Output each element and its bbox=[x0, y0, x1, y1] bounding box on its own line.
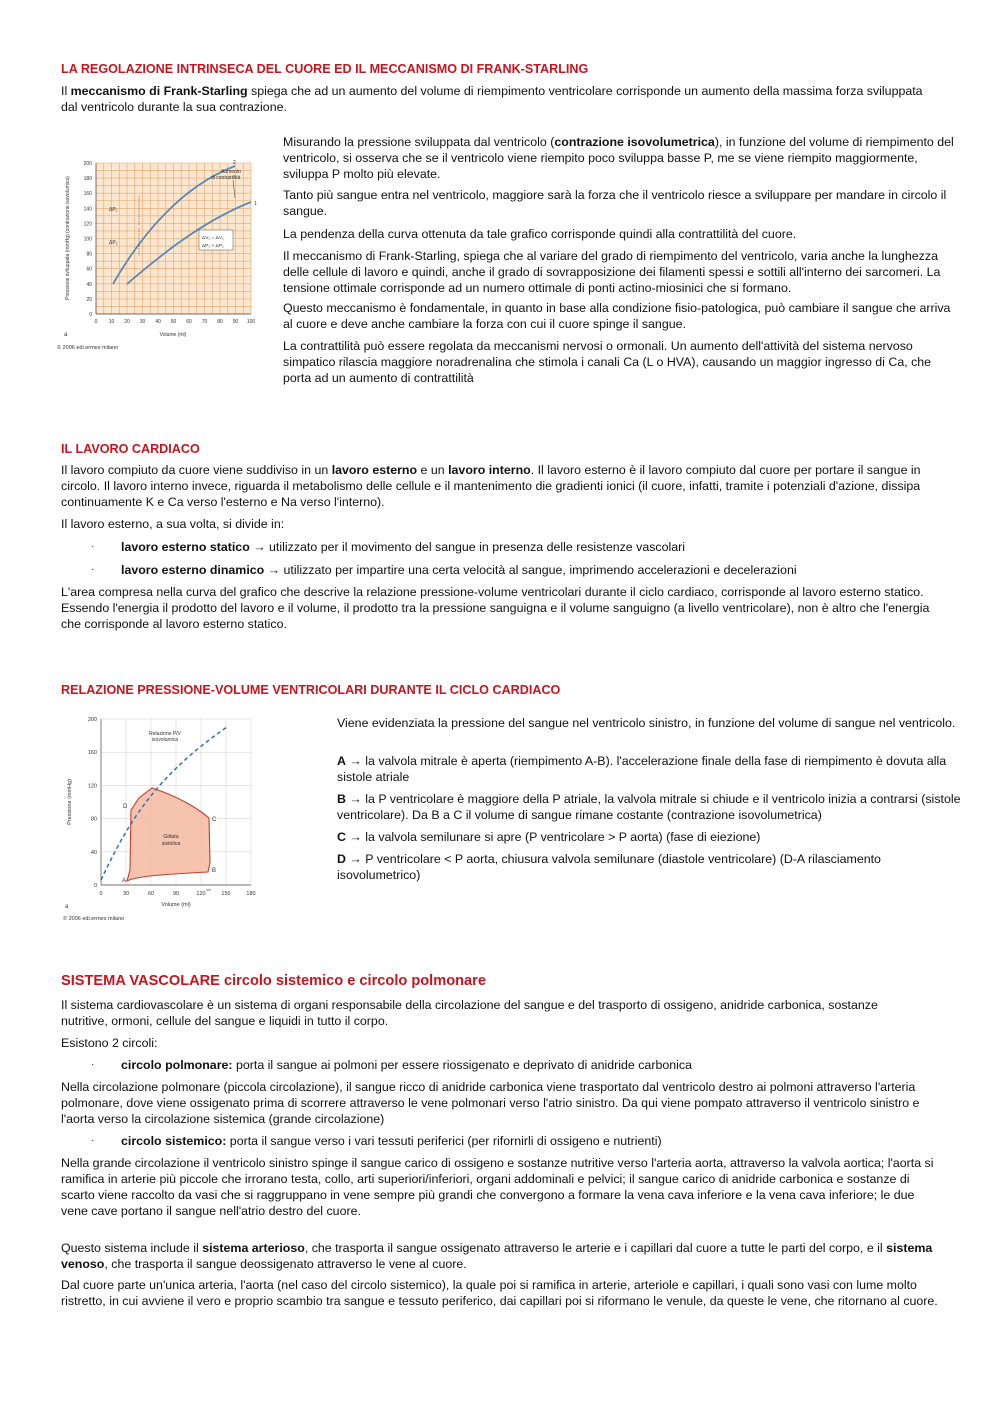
small-label: sie bbox=[206, 887, 212, 892]
y-tick-label: 80 bbox=[90, 816, 97, 823]
s4-paragraph-2: Esistono 2 circoli: bbox=[61, 1036, 158, 1050]
panel-label: a bbox=[64, 332, 68, 338]
s1-paragraph-2: Tanto più sangue entra nel ventricolo, maggiore sarà la forza che il ventricolo riesce a sviluppare per mandare in circolo il sangue. bbox=[283, 188, 947, 218]
curve-label-2: isovolumica bbox=[151, 737, 179, 743]
x-tick-label: 20 bbox=[124, 319, 130, 325]
y-tick-label: 60 bbox=[86, 266, 92, 273]
s4-paragraph-3: Nella circolazione polmonare (piccola circolazione), il sangue ricco di anidride carbonica viene trasportato dal ventricolo destro ai polmoni attraverso l'arteria polmonare, dove viene ossigenato prima di scorrere attraverso le vene polmonari verso l'atrio sinistro. Da qui viene pompato attraverso il ventricolo sinistro e l'aorta verso la circolazione sistemica (grande circolazione) bbox=[61, 1080, 920, 1126]
y-tick-label: 80 bbox=[86, 251, 92, 258]
s3-point-b: B → la P ventricolare è maggiore della P atriale, la valvola mitrale si chiude e il ventricolo inizia a contrarsi (sistole ventricolare). Da B a C il volume di sangue rimane costante (contrazione isovolumetrica) bbox=[337, 792, 961, 822]
y-axis-label: Pressione sviluppata (mmHg) (contrazione isovolumica) bbox=[65, 176, 71, 300]
legend-box-line2: ΔP₁ > ΔP₂ bbox=[202, 244, 224, 249]
x-tick-label: 100 bbox=[246, 319, 256, 325]
curve-2-label: 2 bbox=[233, 160, 236, 166]
s3-point-d: D → P ventricolare < P aorta, chiusura valvola semilunare (diastole ventricolare) (D-A rilasciamento isovolumetrico) bbox=[337, 852, 881, 882]
section-title-lavoro-cardiaco: IL LAVORO CARDIACO bbox=[61, 442, 200, 456]
x-tick-label: 120 bbox=[196, 891, 206, 897]
x-tick-label: 60 bbox=[147, 891, 155, 897]
frank-starling-intro: Il meccanismo di Frank-Starling spiega che ad un aumento del volume di riempimento ventricolare corrisponde un aumento della massima forza sviluppata dal ventricolo durante la sua contrazione. bbox=[61, 84, 923, 114]
x-axis-label: Volume (ml) bbox=[161, 902, 191, 908]
copyright: © 2006 edi.ermes milano bbox=[63, 916, 125, 922]
x-axis-label: Volume (ml) bbox=[159, 332, 187, 338]
pv-loop-figure bbox=[55, 710, 265, 925]
section-title-sistema-vascolare: SISTEMA VASCOLARE circolo sistemico e circolo polmonare bbox=[61, 973, 486, 989]
x-tick-label: 0 bbox=[99, 891, 103, 897]
y-tick-label: 40 bbox=[90, 849, 97, 856]
s4-paragraph-5: Questo sistema include il sistema arterioso, che trasporta il sangue ossigenato attraverso le arterie e i capillari dal cuore a tutte le parti del corpo, e il sistema venoso, che trasporta il sangue deossigenato attraverso le vene al cuore. bbox=[61, 1241, 933, 1271]
curve-1-label: 1 bbox=[254, 201, 257, 207]
s1-paragraph-5: Questo meccanismo è fondamentale, in quanto in base alla condizione fisio-patologica, può cambiare il sangue che arriva al cuore e deve anche cambiare la forza con cui il cuore spinge il sangue. bbox=[283, 301, 951, 331]
s2-paragraph-2: Il lavoro esterno, a sua volta, si divide in: bbox=[61, 517, 285, 531]
section-title-frank-starling: LA REGOLAZIONE INTRINSECA DEL CUORE ED IL MECCANISMO DI FRANK-STARLING bbox=[61, 62, 589, 76]
x-tick-label: 150 bbox=[221, 891, 231, 897]
s1-paragraph-4: Il meccanismo di Frank-Starling, spiega che al variare del grado di riempimento del ventricolo, varia anche la lunghezza delle cellule di lavoro e quindi, anche il grado di sovrapposizione dei filamenti spessi e sottili all'interno dei sarcomeri. La tensione ottimale corrisponde ad un numero ottimale di ponti actino-miosinici che si formano. bbox=[283, 249, 941, 295]
y-tick-label: 180 bbox=[83, 176, 92, 183]
y-tick-label: 120 bbox=[87, 783, 97, 790]
x-tick-label: 30 bbox=[139, 319, 146, 325]
section-title-pv-loop: RELAZIONE PRESSIONE-VOLUME VENTRICOLARI DURANTE IL CICLO CARDIACO bbox=[61, 683, 561, 697]
s4-paragraph-4: Nella grande circolazione il ventricolo sinistro spinge il sangue carico di ossigeno e sostanze nutritive verso l'arteria aorta, attraverso la valvola aortica; l'aorta si ramifica in arterie più piccole che irrorano testa, collo, arti superiori/inferiori, organi addominali e pelvici; il sangue carico di anidride carbonica e sostanze di scarto viene raccolto da vasi che si raggruppano in vene sempre più grandi che convergono a formare la vena cava inferiore e la vena cava inferiore; le due vene cave portano il sangue nell'atrio destro del cuore. bbox=[61, 1156, 934, 1218]
y-tick-label: 160 bbox=[83, 191, 92, 198]
x-tick-label: 10 bbox=[108, 319, 115, 325]
x-tick-label: 50 bbox=[170, 319, 177, 325]
y-tick-label: 40 bbox=[86, 281, 92, 288]
y-tick-label: 0 bbox=[93, 883, 97, 889]
x-tick-label: 90 bbox=[172, 891, 180, 897]
y-tick-label: 20 bbox=[86, 296, 92, 303]
panel-label: a bbox=[65, 904, 69, 910]
y-tick-label: 100 bbox=[83, 236, 92, 243]
s4-paragraph-1: Il sistema cardiovascolare è un sistema di organi responsabile della circolazione del sangue e del trasporto di ossigeno, anidride carbonica, sostanze nutritive, ormoni, cellule del sangue e liquidi in tutto il corpo. bbox=[61, 998, 878, 1028]
bullet-dot: · bbox=[91, 1135, 95, 1146]
annotation-contractility-1: Aumento bbox=[221, 169, 242, 175]
x-tick-label: 60 bbox=[186, 319, 192, 325]
delta-p2-label: ΔP₂ bbox=[109, 240, 118, 246]
delta-p1-label: ΔP₁ bbox=[109, 207, 118, 213]
bullet-dot: · bbox=[91, 541, 95, 552]
legend-box-line1: ΔV₁ = ΔV₂ bbox=[202, 236, 224, 241]
s2-paragraph-1: Il lavoro compiuto da cuore viene suddiviso in un lavoro esterno e un lavoro interno. Il lavoro esterno è il lavoro compiuto dal cuore per portare il sangue in circolo. Il lavoro interno invece, riguarda il metabolismo delle cellule e il mantenimento die gradienti ionici (il cuore, infatti, tramite i potenziali d'azione, dissipa continuamente K e Ca verso l'esterno e Na verso l'interno). bbox=[61, 463, 921, 509]
bullet-dot: · bbox=[91, 1059, 95, 1070]
annotation-contractility-2: di contrattilità bbox=[211, 175, 241, 181]
s3-point-c: C → la valvola semilunare si apre (P ventricolare > P aorta) (fase di eiezione) bbox=[337, 830, 761, 844]
point-b: B bbox=[212, 868, 217, 874]
x-tick-label: 30 bbox=[122, 891, 130, 897]
y-tick-label: 160 bbox=[87, 750, 97, 757]
x-tick-label: 180 bbox=[246, 891, 256, 897]
y-tick-label: 120 bbox=[83, 221, 92, 228]
area-label-2: sistolica bbox=[161, 841, 181, 847]
y-tick-label: 200 bbox=[87, 717, 97, 723]
curve-label-1: Relazione P/V bbox=[149, 731, 181, 737]
point-c: C bbox=[212, 817, 217, 823]
x-tick-label: 0 bbox=[94, 319, 98, 325]
x-tick-label: 80 bbox=[217, 319, 223, 325]
s1-paragraph-3: La pendenza della curva ottenuta da tale grafico corrisponde quindi alla contrattilità del cuore. bbox=[283, 227, 797, 241]
s4-paragraph-6: Dal cuore parte un'unica arteria, l'aorta (nel caso del circolo sistemico), la quale poi si ramifica in arterie, arteriole e capillari, i quali sono vasi con lume molto ristretto, in cui avviene il vero e proprio scambio tra sangue e tessuto periferico, dai capillari poi si riformano le venule, da queste le vene, che ritornano al cuore. bbox=[61, 1278, 938, 1308]
area-label-1: Gittata bbox=[163, 834, 179, 840]
x-tick-label: 90 bbox=[232, 319, 239, 325]
y-tick-label: 200 bbox=[83, 161, 92, 167]
point-d: D bbox=[123, 804, 128, 810]
s1-paragraph-6: La contrattilità può essere regolata da meccanismi nervosi o ormonali. Un aumento dell'attività del sistema nervoso simpatico rilascia maggiore noradrenalina che stimola i canali Ca (L o HVA), causando un maggior ingresso di Ca, che porta ad un aumento di contrattilità bbox=[283, 339, 932, 385]
frank-starling-figure bbox=[55, 152, 265, 352]
s3-paragraph-1: Viene evidenziata la pressione del sangue nel ventricolo sinistro, in funzione del volume di sangue nel ventricolo. bbox=[337, 716, 956, 730]
s3-point-a: A → la valvola mitrale è aperta (riempimento A-B). l'accelerazione finale della fase di riempimento è dovuta alla sistole atriale bbox=[337, 754, 947, 784]
y-axis-label: Pressione (mmHg) bbox=[67, 779, 73, 825]
point-a: A bbox=[122, 878, 127, 884]
y-tick-label: 140 bbox=[83, 206, 92, 213]
s2-paragraph-3: L'area compresa nella curva del grafico che descrive la relazione pressione-volume ventricolari durante il ciclo cardiaco, corrisponde al lavoro esterno statico. Essendo l'energia il prodotto del lavoro e il volume, il prodotto tra la pressione sanguigna e il volume sanguigno (a livello ventricolare), non è altro che l'energia che corrisponde al lavoro esterno statico. bbox=[61, 585, 930, 631]
copyright: © 2006 edi.ermes milano bbox=[57, 345, 119, 351]
bullet-dot: · bbox=[91, 564, 95, 575]
y-tick-label: 0 bbox=[89, 312, 92, 318]
x-tick-label: 70 bbox=[201, 319, 208, 325]
x-tick-label: 40 bbox=[155, 319, 161, 325]
s1-paragraph-1: Misurando la pressione sviluppata dal ventricolo (contrazione isovolumetrica), in funzione del volume di riempimento del ventricolo, si osserva che se il ventricolo viene riempito poco sviluppa basse P, me se viene riempito maggiormente, sviluppa P molto più elevate. bbox=[283, 135, 954, 181]
